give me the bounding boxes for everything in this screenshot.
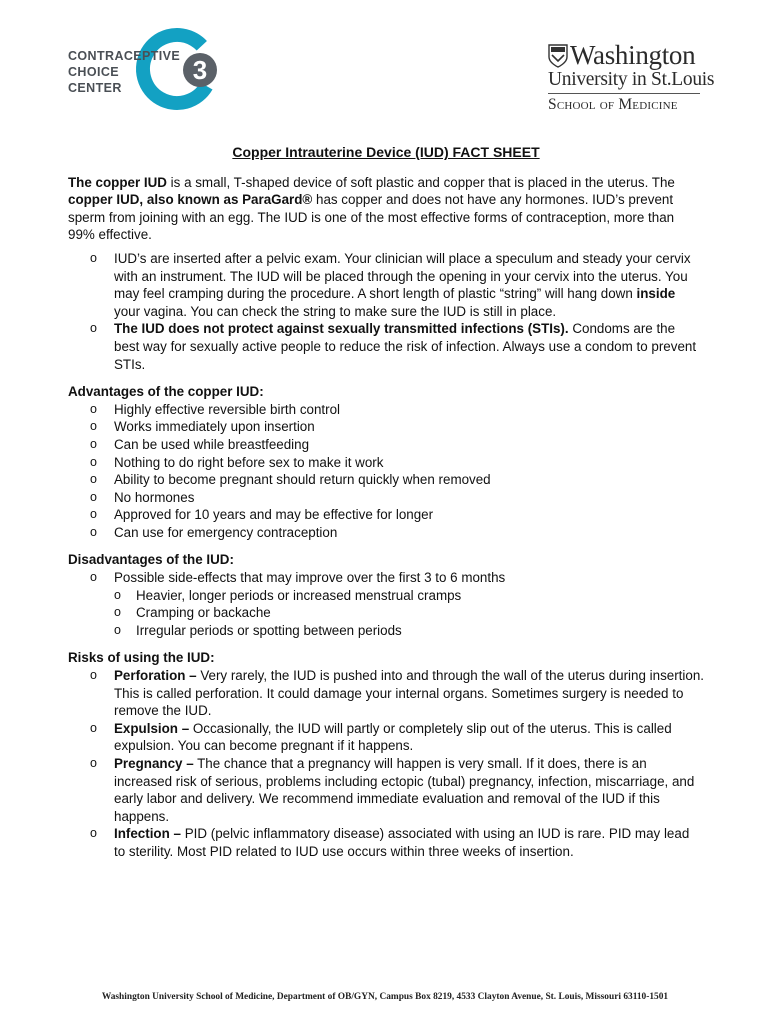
risk-text: PID (pelvic inflammatory disease) associated with using an IUD is rare. PID may lead to sterility. Most PID related to IUD use occurs within three weeks of insertion. [114,826,690,859]
sti-warning-bold: The IUD does not protect against sexually transmitted infections (STIs). [114,321,569,337]
list-item [68,250,704,320]
risk-term: Infection – [114,826,181,842]
list-item: o No hormones [68,489,704,507]
advantages-heading: Advantages of the copper IUD: [68,384,264,400]
risk-text: The chance that a pregnancy will happen is very small. If it does, there is an increased risk of serious, problems including ectopic (tubal) pregnancy, infection, miscarriage, and early labor and delivery. We recommend immediate evaluation and removal of the IUD if this happens. [114,756,695,824]
insertion-text-1: IUD’s are inserted after a pelvic exam. Your clinician will place a speculum and steady your cervix with an instrument. The IUD will be placed through the opening in your cervix into the uterus. You may feel cramping during the procedure. A short length of plastic “string” will hang down [114,250,691,302]
washu-logo-line-3: School of Medicine [548,96,678,113]
list-item: o Works immediately upon insertion [68,418,704,436]
list-item [68,720,704,755]
intro-bold-1: The copper IUD [68,174,167,190]
washu-logo [548,40,715,116]
washu-logo-line-1: Washington [570,40,696,70]
list-item: o Approved for 10 years and may be effective for longer [68,506,704,524]
logo-text [68,48,180,96]
list-item: o Highly effective reversible birth control [68,401,704,419]
list-item: o Can be used while breastfeeding [68,436,704,454]
advantages-list [68,401,704,542]
fact-sheet-body [68,144,704,861]
sti-warning-text: Condoms are the best way for sexually active people to reduce the risk of infection. Always use a condom to prevent STIs. [114,321,697,372]
logo-line-2: CHOICE [68,65,120,79]
intro-bold-2: copper IUD, also known as ParaGard® [68,192,313,208]
list-item: o Can use for emergency contraception [68,524,704,542]
list-item: o Heavier, longer periods or increased menstrual cramps [68,587,704,605]
page-footer: Washington University School of Medicine, Department of OB/GYN, Campus Box 8219, 4533 Clayton Avenue, St. Louis, Missouri 63110-1501 [101,992,669,1002]
intro-text-1: is a small, T-shaped device of soft plastic and copper that is placed in the uterus. The [166,174,675,190]
list-item [68,320,704,373]
shield-icon [548,44,568,68]
logo-divider [548,93,700,94]
risk-text: Occasionally, the IUD will partly or completely slip out of the uterus. This is called expulsion. You can become pregnant if it happens. [114,720,672,754]
list-item: o Ability to become pregnant should return quickly when removed [68,471,704,489]
side-effects-list [68,587,704,640]
list-item [68,755,704,825]
page-title: Copper Intrauterine Device (IUD) FACT SHEET [232,144,540,160]
logo-badge: 3 [183,53,217,87]
list-item: o Cramping or backache [68,604,704,622]
list-item [68,667,704,720]
logo-line-3: CENTER [68,81,122,95]
insertion-bold: inside [636,286,676,302]
list-item: o Possible side-effects that may improve over the first 3 to 6 months [68,569,704,587]
intro-text-2: has copper and does not have any hormones. IUD’s prevent sperm from joining with an egg. The IUD is one of the most effective forms of contraception, more than 99% effective. [68,192,675,243]
risk-text: Very rarely, the IUD is pushed into and through the wall of the uterus during insertion. This is called perforation. It could damage your internal organs. Sometimes surgery is needed to remove the IUD. [114,668,704,719]
risks-list [68,667,704,861]
list-item: o Irregular periods or spotting between periods [68,622,704,640]
intro-paragraph [68,174,704,244]
list-item [68,825,704,860]
washu-logo-line-2: University in St.Louis [548,69,715,90]
intro-bullet-list [68,250,704,373]
contraceptive-choice-center-logo [62,26,222,116]
insertion-text-2: your vagina. You can check the string to make sure the IUD is still in place. [114,303,557,319]
disadvantages-heading: Disadvantages of the IUD: [68,552,234,568]
risks-heading: Risks of using the IUD: [68,650,215,666]
risk-term: Perforation – [114,668,197,684]
logo-line-1: CONTRACEPTIVE [68,49,181,63]
risk-term: Expulsion – [114,720,190,736]
disadvantages-list [68,569,704,587]
list-item: o Nothing to do right before sex to make it work [68,454,704,472]
risk-term: Pregnancy – [114,756,194,771]
